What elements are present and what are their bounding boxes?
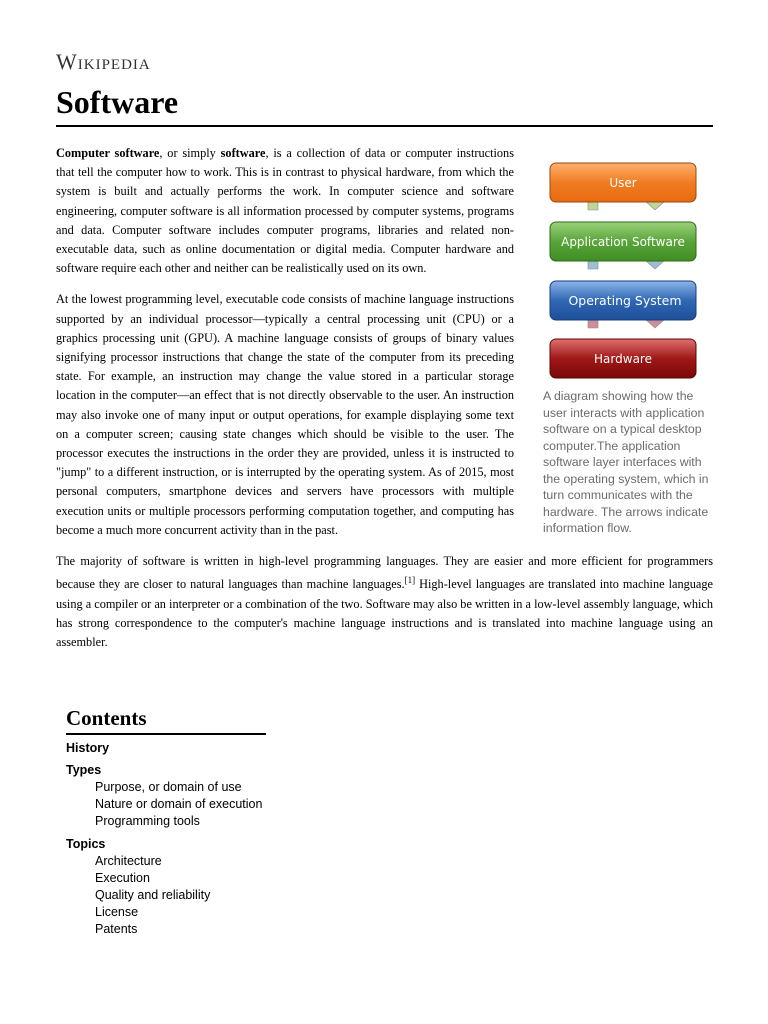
bold-term-software: software [220, 146, 266, 160]
toc-section-topics[interactable]: Topics [66, 836, 106, 851]
toc-item-execution[interactable]: Execution [95, 870, 150, 885]
bold-term-computer-software: Computer software [56, 146, 160, 160]
wikipedia-wordmark[interactable]: Wikipedia [56, 49, 151, 74]
toc-item-programming-tools[interactable]: Programming tools [95, 814, 200, 829]
figure-caption: A diagram showing how the user interacts with application software on a typical desktop computer.The application software layer interfaces with the operating system, which in turn communicates with the hardware. The arrows indicate information flow. [543, 389, 709, 535]
paragraph-text: High-level languages are translated into machine language using a compiler or an interpreter or a combination of the two. Software may also be written in a low-level assembly language, which has strong correspondence to the computer's machine language instructions and is translated into machine language using an assembler. [56, 577, 714, 649]
user-layer-label: User [609, 176, 637, 190]
toc-title: Contents [66, 706, 266, 735]
toc-item-license[interactable]: License [95, 905, 139, 920]
toc-list [66, 740, 266, 939]
page-title: Software [56, 84, 179, 120]
article-body [56, 144, 713, 664]
paragraph-text: , or simply [159, 146, 221, 160]
hardware-layer-label: Hardware [594, 352, 652, 366]
toc-section-history[interactable]: History [66, 741, 110, 755]
table-of-contents [66, 706, 266, 939]
paragraph-text: The majority of software is written in high-level programming languages. They are easier and more efficient for programmers because they are closer to natural languages than machine languages. [56, 554, 713, 592]
toc-item-nature[interactable]: Nature or domain of execution [95, 797, 263, 812]
paragraph-high-level-languages [56, 552, 713, 652]
toc-item-purpose[interactable]: Purpose, or domain of use [95, 780, 242, 794]
paragraph-machine-language: At the lowest programming level, executable code consists of machine language instructions supported by an individual processor—typically a central processing unit (CPU) or a graphics processing unit (GPU). A machine language consists of groups of binary values signifying processor instructions that change the state of the computer from its preceding state. For example, an instruction may change the value stored in a particular storage location in the computer—an effect that is not directly observable to the user. An instruction may also invoke one of many input or output operations, for example displaying some text on a computer screen; causing state changes which should be visible to the user. The processor executes the instructions in the order they are provided, unless it is instructed to "jump" to a different instruction, or is interrupted by the operating system. As of 2015, most personal computers, smartphone devices and servers have processors with multiple execution units or multiple processors performing computation together, and computing has become a much more concurrent activity than in the past. [56, 292, 514, 537]
title-divider [56, 125, 713, 127]
toc-item-patents[interactable]: Patents [95, 922, 138, 937]
software-layers-diagram[interactable] [543, 150, 713, 382]
paragraph-text: , is a collection of data or computer instructions that tell the computer how to work. This is in contrast to physical hardware, from which the system is built and actually performs the work. In computer science and software engineering, computer software is all information processed by computer systems, programs and data. Computer software includes computer programs, libraries and related non-executable data, such as online documentation or digital media. Computer hardware and software require each other and neither can be realistically used on its own. [56, 146, 514, 276]
reference-link[interactable]: [1] [404, 575, 416, 586]
toc-section-types[interactable]: Types [66, 763, 102, 777]
operating-system-layer-label: Operating System [568, 293, 682, 308]
figure [543, 150, 713, 537]
toc-item-architecture[interactable]: Architecture [95, 853, 162, 868]
toc-item-quality[interactable]: Quality and reliability [95, 888, 211, 903]
application-software-layer-label: Application Software [561, 235, 685, 249]
